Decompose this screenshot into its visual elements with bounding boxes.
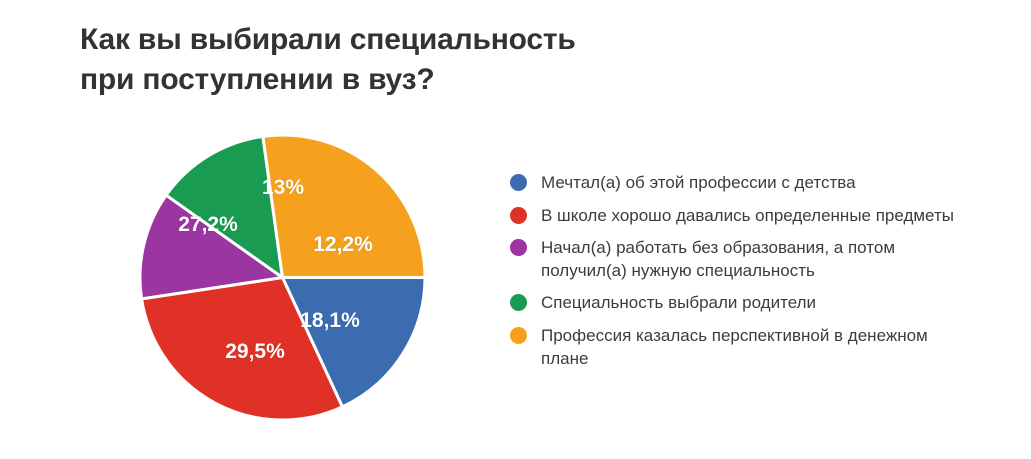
pie-chart-canvas bbox=[140, 135, 425, 420]
legend-item-2 bbox=[510, 237, 980, 282]
page-title-line-1: Как вы выбирали специальность bbox=[80, 23, 576, 56]
chart-legend bbox=[510, 172, 980, 380]
legend-label-1: В школе хорошо давались определенные предметы bbox=[541, 205, 954, 225]
legend-bullet-icon-1 bbox=[510, 207, 527, 224]
slice-label-4: 27,2% bbox=[178, 213, 238, 236]
legend-item-4 bbox=[510, 325, 980, 370]
legend-label-0: Мечтал(а) об этой профессии с детства bbox=[541, 173, 856, 192]
legend-item-3 bbox=[510, 292, 980, 315]
legend-bullet-icon-2 bbox=[510, 239, 527, 256]
legend-label-2: Начал(а) работать без образования, а потом получил(а) нужную специальность bbox=[541, 238, 896, 280]
legend-bullet-icon-3 bbox=[510, 294, 527, 311]
pie-chart bbox=[140, 135, 450, 445]
legend-item-0 bbox=[510, 172, 980, 195]
legend-label-4: Профессия казалась перспективной в денежном плане bbox=[541, 326, 928, 368]
legend-bullet-icon-4 bbox=[510, 327, 527, 344]
page-title bbox=[80, 20, 680, 99]
legend-bullet-icon-0 bbox=[510, 174, 527, 191]
legend-label-3: Специальность выбрали родители bbox=[541, 293, 816, 313]
slice-label-1: 29,5% bbox=[225, 340, 285, 363]
slice-label-2: 12,2% bbox=[313, 233, 373, 256]
slice-label-0: 18,1% bbox=[300, 309, 360, 332]
legend-item-1 bbox=[510, 205, 980, 228]
slice-label-3: 13% bbox=[261, 176, 305, 199]
page-title-line-2: при поступлении в вуз? bbox=[80, 62, 435, 96]
